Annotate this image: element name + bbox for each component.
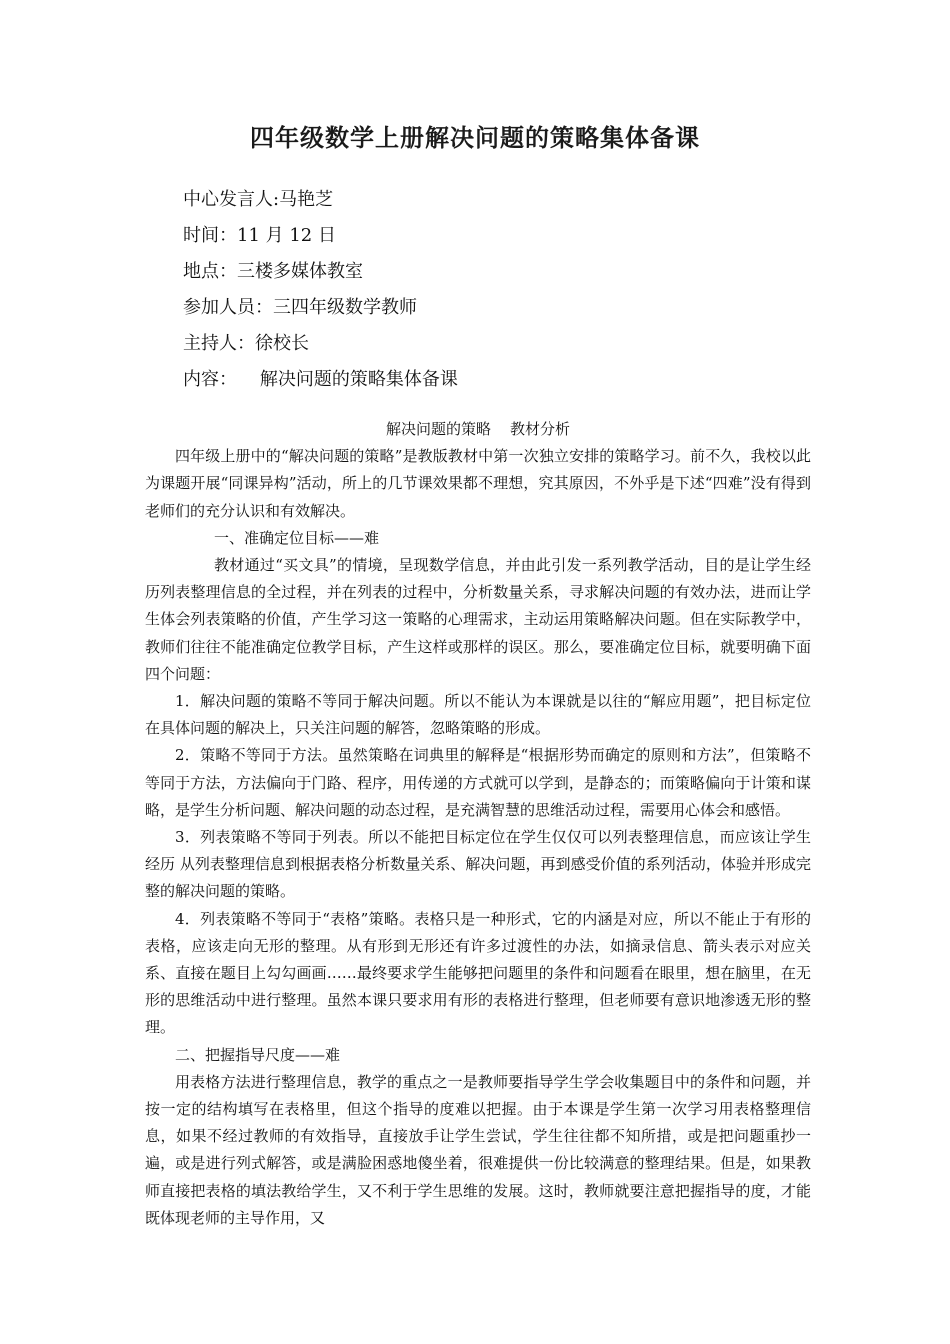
- point-four: 4．列表策略不等同于“表格”策略。表格只是一种形式，它的内涵是对应，所以不能止于有形的表格，应该走向无形的整理。从有形到无形还有许多过渡性的办法，如摘录信息、箭头表示对应关系、直接在题目上勾勾画画……最终要求学生能够把问题里的条件和问题看在眼里，想在脑里，在无形的思维活动中进行整理。虽然本课只要求用有形的表格进行整理，但老师要有意识地渗透无形的整理。: [145, 909, 811, 1037]
- point-two: 2．策略不等同于方法。虽然策略在词典里的解释是“根据形势而确定的原则和方法”，但策略不等同于方法，方法偏向于门路、程序，用传递的方式就可以学到，是静态的；而策略偏向于计策和谋略，是学生分析问题、解决问题的动态过程，是充满智慧的思维活动过程，需要用心体会和感悟。: [145, 746, 811, 819]
- paragraph-one: 教材通过“买文具”的情境，呈现数学信息，并由此引发一系列教学活动，目的是让学生经历列表整理信息的全过程，并在列表的过程中，分析数量关系，寻求解决问题的有效办法，进而让学生体会列表策略的价值，产生学习这一策略的心理需求，主动运用策略解决问题。但在实际教学中，教师们往往不能准确定位教学目标，产生这样或那样的误区。那么，要准确定位目标，就要明确下面四个问题：: [145, 556, 811, 683]
- meta-participants: 参加人员：三四年级数学教师: [183, 297, 417, 318]
- point-three: 3．列表策略不等同于列表。所以不能把目标定位在学生仅仅可以列表整理信息，而应该让学生经历 从列表整理信息到根据表格分析数量关系、解决问题，再到感受价值的系列活动，体验并形成完整的解决问题的策略。: [145, 828, 811, 901]
- meta-time: 时间：11 月 12 日: [183, 225, 336, 246]
- meta-host: 主持人：徐校长: [183, 333, 309, 354]
- meta-location: 地点：三楼多媒体教室: [183, 261, 363, 282]
- point-one: 1．解决问题的策略不等同于解决问题。所以不能认为本课就是以往的“解应用题”，把目标定位在具体问题的解决上，只关注问题的解答，忽略策略的形成。: [145, 692, 811, 738]
- meeting-info: [183, 182, 823, 398]
- document-body: [145, 416, 811, 1232]
- paragraph-two: 用表格方法进行整理信息，教学的重点之一是教师要指导学生学会收集题目中的条件和问题，并按一定的结构填写在表格里，但这个指导的度难以把握。由于本课是学生第一次学习用表格整理信息，如果不经过教师的有效指导，直接放手让学生尝试，学生往往都不知所措，或是把问题重抄一遍，或是进行列式解答，或是满脸困惑地傻坐着，很难提供一份比较满意的整理结果。但是，如果教师直接把表格的填法教给学生，又不利于学生思维的发展。这时，教师就要注意把握指导的度，才能既体现老师的主导作用，又: [145, 1072, 811, 1227]
- section-title: 解决问题的策略 教材分析: [385, 420, 571, 438]
- heading-two: 二、把握指导尺度——难: [175, 1045, 341, 1064]
- meta-speaker: 中心发言人:马艳芝: [183, 189, 334, 210]
- intro-paragraph: 四年级上册中的“解决问题的策略”是教版教材中第一次独立安排的策略学习。前不久，我校以此为课题开展“同课异构”活动，所上的几节课效果都不理想，究其原因，不外乎是下述“四难”没有得到老师们的充分认识和有效解决。: [145, 447, 811, 520]
- document-title: 四年级数学上册解决问题的策略集体备课: [250, 124, 700, 152]
- heading-one: 一、准确定位目标——难: [214, 528, 380, 547]
- meta-content: 内容： 解决问题的策略集体备课: [183, 369, 458, 390]
